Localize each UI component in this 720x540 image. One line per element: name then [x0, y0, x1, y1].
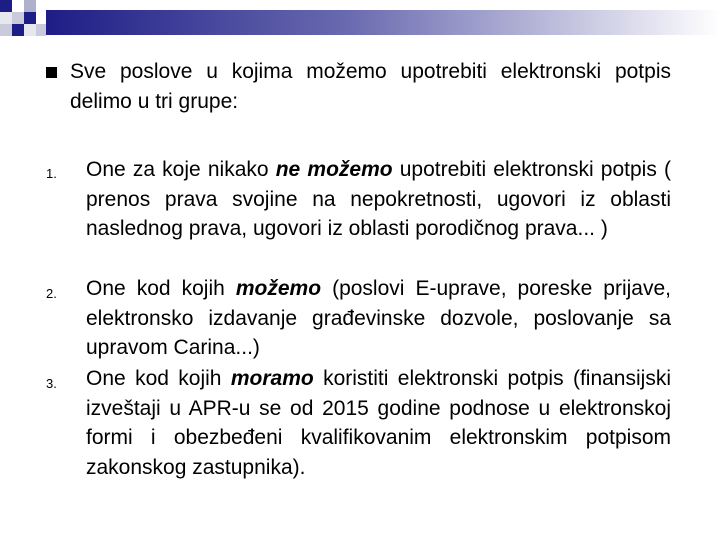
- list-item-emphasis: ne možemo: [275, 158, 393, 181]
- list-item-1: [86, 155, 671, 244]
- list-item-text: One za koje nikako: [86, 158, 276, 181]
- deco-square: [12, 0, 24, 12]
- list-marker-2: 2.: [46, 286, 57, 301]
- header-gradient-bar: [46, 10, 720, 35]
- list-item-text: koristiti elektronski potpis (finansijski izveštaji u APR-u se od 2015 godine podnose u elektronskoj formi i obezbeđeni kvalifikovanim elektronskim potpisom zakonskog zastupnika).: [86, 367, 671, 479]
- deco-square: [24, 12, 36, 24]
- list-item-emphasis: možemo: [235, 277, 322, 300]
- list-item-text: One kod kojih: [86, 367, 231, 390]
- header-decoration: [0, 0, 720, 50]
- list-item-text: (poslovi E-uprave, poreske prijave, elektronsko izdavanje građevinske dozvole, poslovanje sa upravom Carina...): [86, 277, 672, 359]
- deco-square: [36, 12, 46, 24]
- list-item-3: [86, 364, 671, 482]
- deco-square: [0, 0, 12, 12]
- deco-square: [36, 24, 46, 36]
- deco-square: [12, 12, 24, 24]
- list-item-2: [86, 274, 671, 363]
- list-marker-1: 1.: [46, 166, 57, 181]
- deco-square: [24, 24, 36, 36]
- list-item-text: One kod kojih: [86, 277, 236, 300]
- list-marker-3: 3.: [46, 376, 57, 391]
- intro-text: Sve poslove u kojima možemo upotrebiti elektronski potpis delimo u tri grupe:: [70, 60, 671, 113]
- list-item-emphasis: moramo: [230, 367, 314, 390]
- deco-square: [12, 24, 24, 36]
- deco-square: [24, 0, 36, 12]
- intro-bullet-icon: [46, 67, 57, 78]
- list-item-text: upotrebiti elektronski potpis ( prenos prava svojine na nepokretnosti, ugovori iz oblasti naslednog prava, ugovori iz oblasti porodičnog prava... ): [86, 158, 671, 240]
- deco-square: [0, 24, 12, 36]
- deco-square: [0, 12, 12, 24]
